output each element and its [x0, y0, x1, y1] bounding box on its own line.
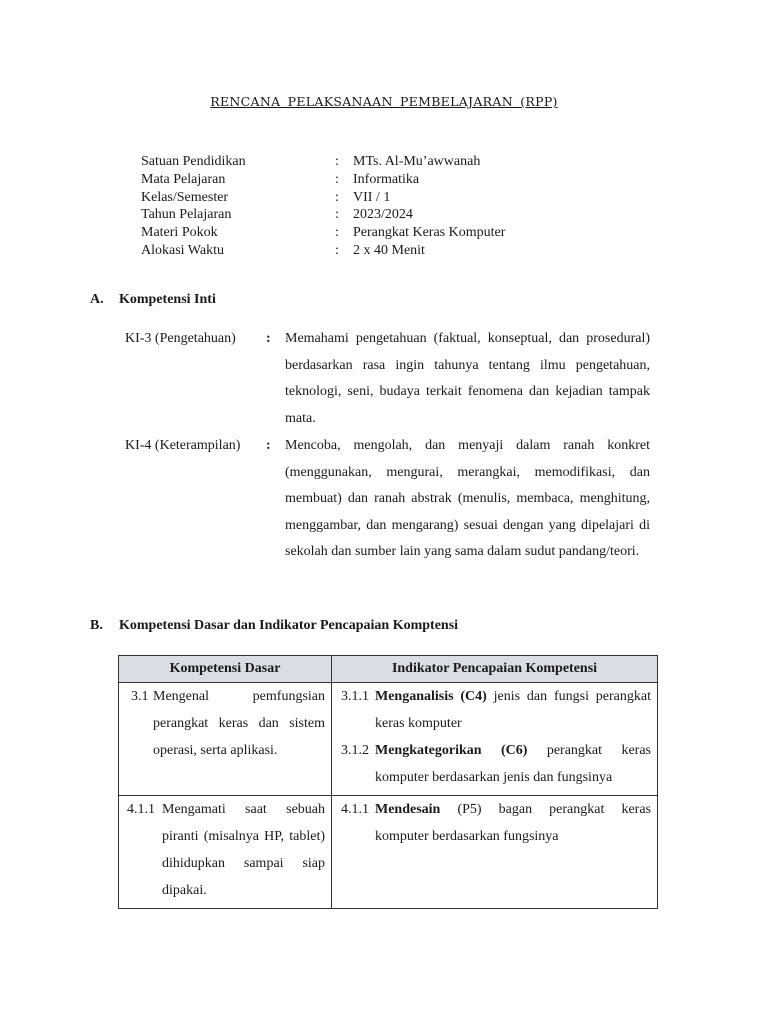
- identity-colon: :: [335, 207, 339, 223]
- identity-value: VII / 1: [353, 189, 391, 205]
- identity-block: [141, 153, 561, 260]
- identity-label: Alokasi Waktu: [141, 242, 224, 258]
- indicator-text: [375, 683, 651, 737]
- identity-row: [141, 189, 561, 207]
- kd-number: 4.1.1: [127, 802, 155, 817]
- identity-colon: :: [335, 171, 339, 187]
- ki-colon: :: [266, 438, 271, 453]
- identity-colon: :: [335, 189, 339, 205]
- ki-text: Mencoba, mengolah, dan menyaji dalam ranah konkret (menggunakan, mengurai, merangkai, memodifikasi, dan membuat) dan ranah abstrak (menulis, membaca, menghitung, menggambar, dan mengarang) sesuai dengan yang dipelajari di sekolah dan sumber lain yang sama dalam sudut pandang/teori.: [285, 438, 650, 560]
- identity-label: Mata Pelajaran: [141, 171, 226, 187]
- kd-cell: [119, 683, 332, 796]
- identity-value: Informatika: [353, 171, 420, 187]
- identity-colon: :: [335, 242, 339, 258]
- identity-value: 2023/2024: [353, 207, 413, 223]
- section-letter: B.: [90, 618, 103, 633]
- identity-label: Materi Pokok: [141, 225, 218, 241]
- section-title: Kompetensi Dasar dan Indikator Pencapaian Komptensi: [119, 618, 459, 633]
- identity-label: Tahun Pelajaran: [141, 207, 232, 223]
- identity-colon: :: [335, 154, 339, 169]
- identity-value: Perangkat Keras Komputer: [353, 225, 506, 241]
- kd-text: Mengamati saat sebuah piranti (misalnya HP, tablet) dihidupkan sampai siap dipakai.: [162, 802, 325, 898]
- indicator-number: 4.1.1: [341, 802, 369, 817]
- indicator-verb: Mengkategorikan (C6): [375, 743, 528, 758]
- kd-number: 3.1: [131, 689, 149, 704]
- indicator-cell: [332, 796, 658, 909]
- indicator-verb: Menganalisis (C4): [375, 689, 487, 704]
- table-header-row: [119, 656, 658, 683]
- ki-label: KI-4 (Keterampilan): [125, 438, 241, 453]
- identity-colon: :: [335, 225, 339, 241]
- kd-entry: [119, 796, 325, 904]
- indicator-desc: perangkat keras komputer berdasarkan jenis dan fungsinya: [375, 743, 651, 785]
- identity-label: Satuan Pendidikan: [141, 154, 246, 169]
- indicator-entry: [332, 737, 651, 791]
- kd-text: Mengenal pemfungsian perangkat keras dan sistem operasi, serta aplikasi.: [153, 689, 325, 758]
- section-title: Kompetensi Inti: [119, 292, 216, 307]
- identity-label: Kelas/Semester: [141, 189, 229, 205]
- indicator-text: [375, 737, 651, 791]
- indicator-number: 3.1.1: [341, 689, 369, 704]
- ki-label: KI-3 (Pengetahuan): [125, 331, 236, 346]
- indicator-text: [375, 796, 651, 850]
- identity-row: [141, 153, 561, 171]
- identity-value: MTs. Al-Mu’awwanah: [353, 154, 481, 169]
- section-letter: A.: [90, 292, 104, 307]
- kd-entry: [119, 683, 325, 764]
- column-header: Indikator Pencapaian Kompetensi: [332, 656, 658, 683]
- indicator-verb: Mendesain: [375, 802, 441, 817]
- competency-table: [118, 655, 658, 909]
- ki-colon: :: [266, 331, 271, 346]
- identity-row: [141, 224, 561, 242]
- identity-value: 2 x 40 Menit: [353, 242, 425, 258]
- indicator-number: 3.1.2: [341, 743, 369, 758]
- indicator-desc: jenis dan fungsi perangkat keras komputer: [375, 689, 651, 731]
- table-row: [119, 683, 658, 796]
- identity-row: [141, 242, 561, 260]
- table-row: [119, 796, 658, 909]
- indicator-cell: [332, 683, 658, 796]
- identity-row: [141, 171, 561, 189]
- kd-cell: [119, 796, 332, 909]
- indicator-entry: [332, 683, 651, 737]
- identity-row: [141, 206, 561, 224]
- indicator-entry: [332, 796, 651, 850]
- document-title: RENCANA PELAKSANAAN PEMBELAJARAN (RPP): [210, 94, 558, 109]
- ki-text: Memahami pengetahuan (faktual, konseptual, dan prosedural) berdasarkan rasa ingin tahunya tentang ilmu pengetahuan, teknologi, seni, budaya terkait fenomena dan kejadian tampak mata.: [285, 331, 650, 426]
- column-header: Kompetensi Dasar: [119, 656, 332, 683]
- indicator-desc: (P5) bagan perangkat keras komputer berdasarkan fungsinya: [375, 802, 651, 844]
